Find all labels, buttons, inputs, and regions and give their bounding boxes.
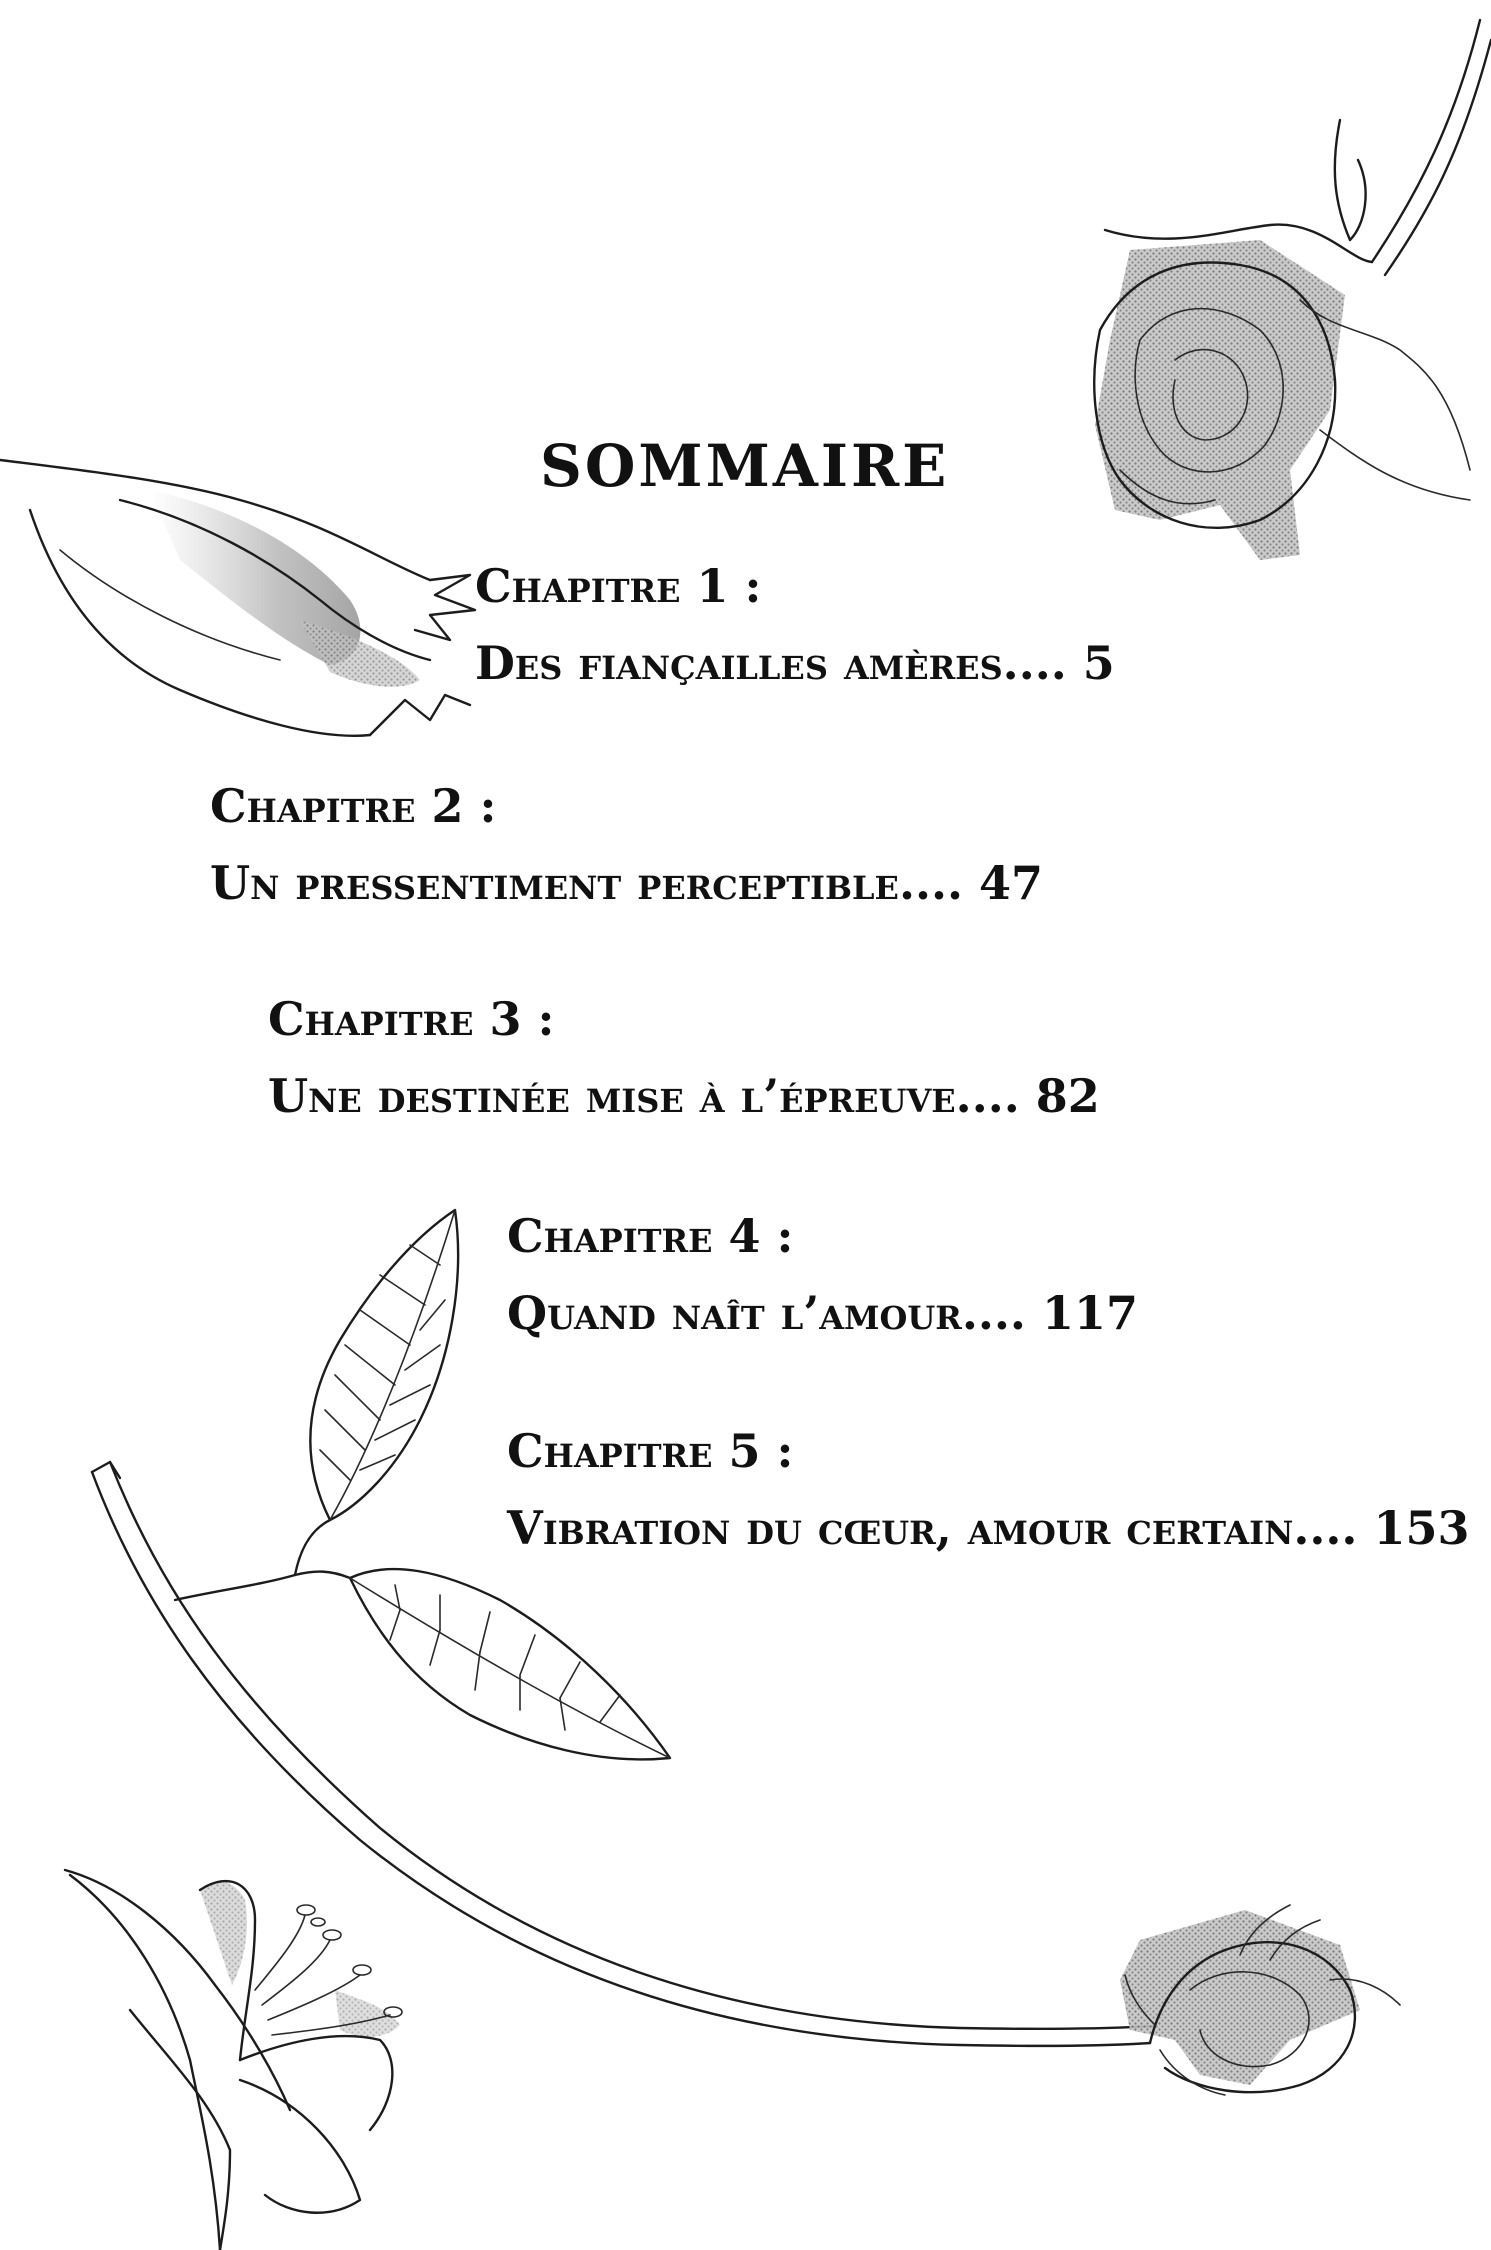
toc-entry-chapter-5 [507, 1425, 1469, 1555]
chapter-label: Chapitre 1 : [475, 559, 762, 613]
toc-entry-chapter-1 [475, 560, 1115, 690]
chapter-title: Un pressentiment perceptible.... [210, 855, 963, 910]
chapter-title: Une destinée mise à l’épreuve.... [268, 1068, 1020, 1123]
rose-bottom-right-icon [1120, 1905, 1400, 2095]
chapter-title-line [507, 1287, 1138, 1340]
toc-entry-chapter-4 [507, 1210, 1138, 1340]
chapter-title-line [507, 1502, 1469, 1555]
chapter-page-number: 5 [1082, 635, 1115, 690]
chapter-title-line [475, 637, 1115, 690]
page-title: SOMMAIRE [540, 432, 950, 500]
chapter-label: Chapitre 3 : [268, 992, 555, 1046]
chapter-page-number: 82 [1035, 1068, 1100, 1123]
toc-entry-chapter-3 [268, 993, 1100, 1123]
chapter-title: Des fiançailles amères.... [475, 635, 1067, 690]
toc-entry-chapter-2 [210, 780, 1043, 910]
rose-top-right-icon [1094, 20, 1491, 560]
chapter-page-number: 47 [979, 855, 1044, 910]
chapter-page-number: 153 [1373, 1500, 1470, 1555]
chapter-label: Chapitre 5 : [507, 1424, 794, 1478]
chapter-title: Quand naît l’amour.... [507, 1285, 1026, 1340]
chapter-label: Chapitre 4 : [507, 1209, 794, 1263]
chapter-title-line [210, 857, 1043, 910]
lily-bottom-left-icon [65, 1870, 402, 2250]
bud-left-icon [0, 460, 475, 736]
chapter-page-number: 117 [1041, 1285, 1138, 1340]
chapter-title: Vibration du cœur, amour certain.... [507, 1500, 1358, 1555]
chapter-title-line [268, 1070, 1100, 1123]
chapter-label: Chapitre 2 : [210, 779, 497, 833]
